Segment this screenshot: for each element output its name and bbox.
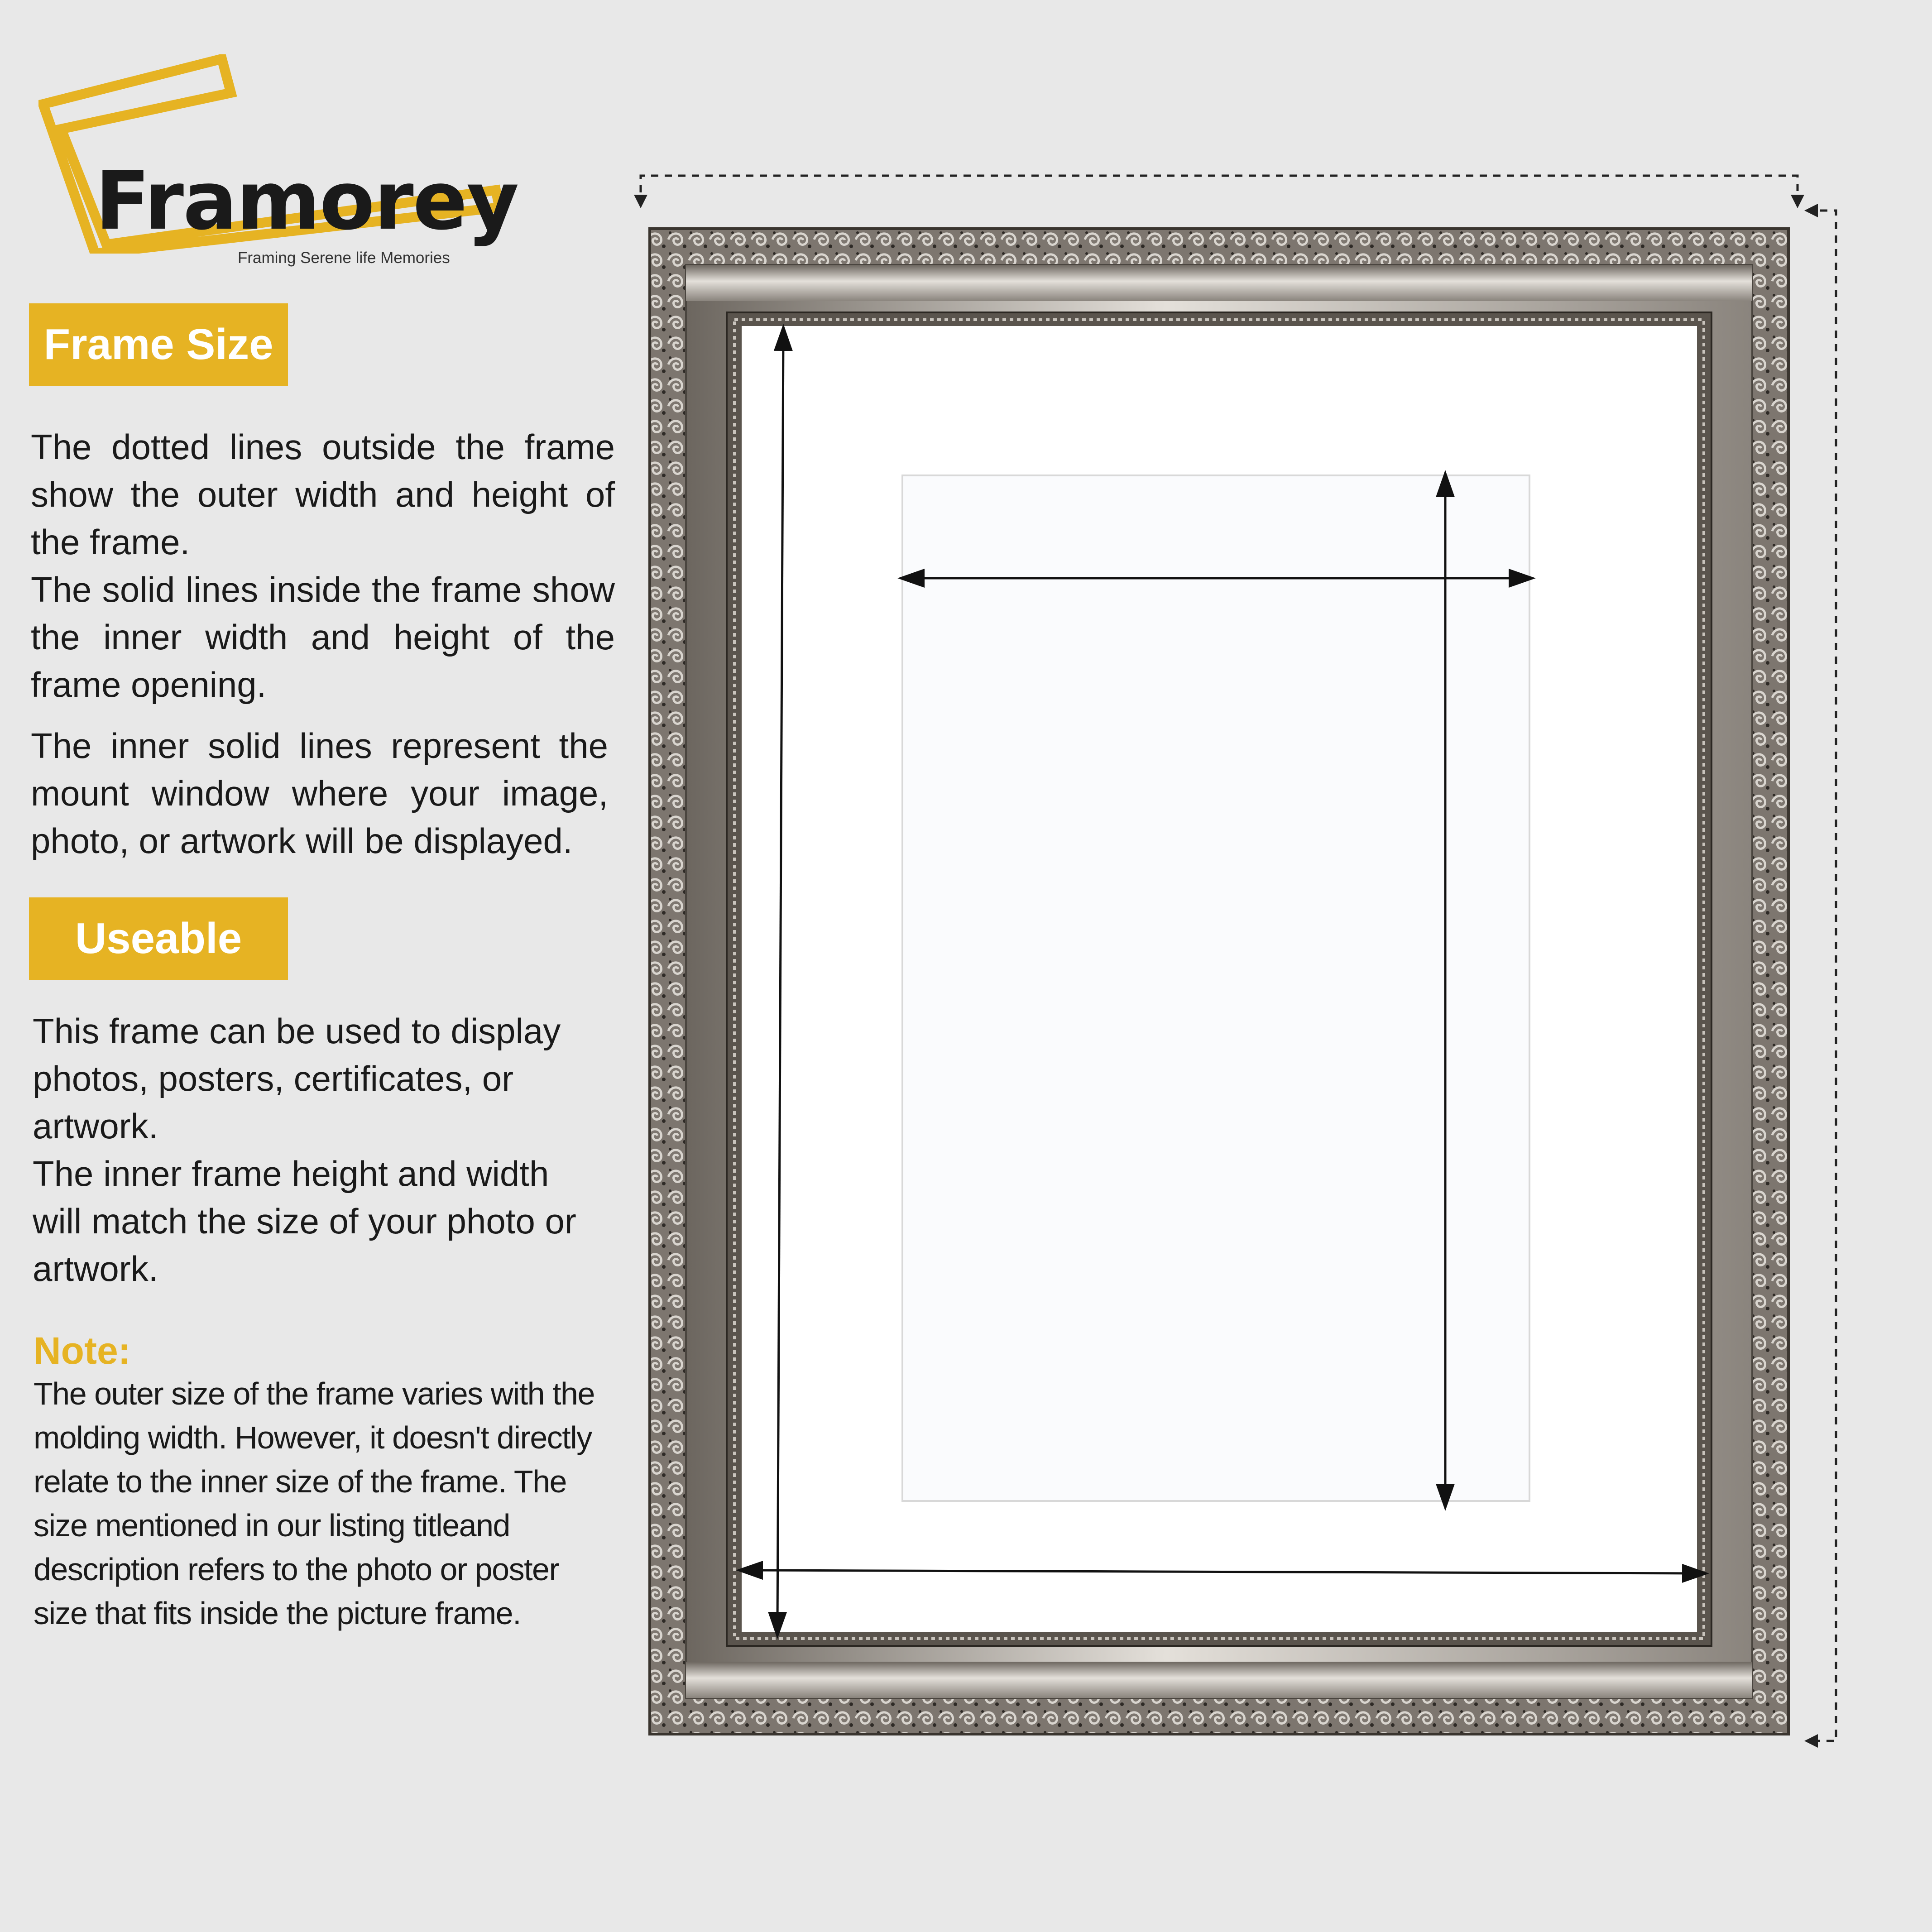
frame-size-heading: Frame Size [29,303,288,386]
frame-size-text-1: The dotted lines outside the frame show the outer width and height of the frame. [31,427,615,562]
useable-heading: Useable [29,897,288,980]
brand-tagline: Framing Serene life Memories [238,249,450,267]
frame-size-text-2: The solid lines inside the frame show the inner width and height of the frame opening. [31,570,615,705]
outer-width-dotted-line [634,176,1804,208]
brand-name: Framorey [95,154,518,248]
useable-text-1: This frame can be used to display photos, posters, certificates, or artwork. [33,1011,561,1146]
useable-text-2: The inner frame height and width will match the size of your photo or artwork. [33,1154,576,1289]
note-text: The outer size of the frame varies with the molding width. However, it doesn't directly relate to the inner size of the frame. The size mentioned in our listing titleand description refers to the photo or poster size that fits inside the picture frame. [34,1376,594,1631]
outer-height-dotted-line [1804,204,1836,1748]
mount-window [902,475,1529,1501]
frame-size-text-3: The inner solid lines represent the mount window where your image, photo, or artwork will be displayed. [31,726,608,861]
note-heading: Note: [34,1329,131,1372]
